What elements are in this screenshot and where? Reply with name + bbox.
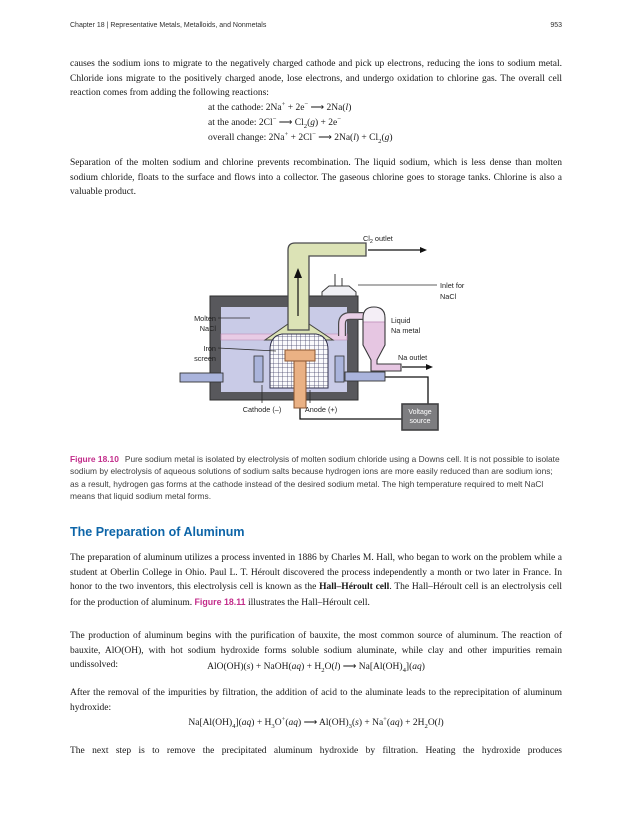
molten-nacl-label: Molten — [194, 314, 216, 323]
na-outlet-label: Na outlet — [398, 353, 428, 362]
chapter-title: Chapter 18 | Representative Metals, Metalloids, and Nonmetals — [70, 22, 267, 29]
anode-label: Anode (+) — [304, 405, 338, 414]
equation-reprecipitation: $Na[Al(OH)_4](aq) + H_3O^+(aq)$ ⟶ $Al(OH)_3(s) + Na^+(aq) + 2H_2O(l)$ — [188, 715, 444, 730]
equation-bauxite: AlO(OH)(s) + NaOH(aq) + $H_2O(l)$ ⟶ $Na[Al(OH)_4](aq)$ — [207, 662, 425, 674]
paragraph-next-step: The next step is to remove the precipitated aluminum hydroxide by filtration. Heating the hydroxide produces — [70, 746, 562, 756]
running-head — [70, 22, 562, 29]
inlet-label: Inlet for — [440, 281, 465, 290]
page-number: 953 — [550, 22, 562, 29]
equation-anode: at the anode: 2Cl− ⟶ $Cl_2(g) + 2e^-$ — [208, 116, 341, 131]
svg-text:Na metal: Na metal — [391, 326, 421, 335]
figure-link[interactable]: Figure 18.11 — [194, 596, 246, 607]
flange-right — [345, 372, 385, 381]
cathode-bar-left — [254, 356, 263, 382]
equation-cathode: at the cathode: 2Na+ + 2e− ⟶ 2Na(l) — [208, 100, 352, 113]
svg-text:screen: screen — [194, 354, 216, 363]
cathode-bar-right — [335, 356, 344, 382]
paragraph-separation: Separation of the molten sodium and chlorine prevents recombination. The liquid sodium, which is less dense than molten sodium chloride, floats to the surface and flows into a collector. The gaseous chlorine goes to storage tanks. Chlorine is also a valuable product. — [70, 158, 562, 197]
svg-text:NaCl: NaCl — [199, 324, 216, 333]
figure-caption: Figure 18.10 Pure sodium metal is isolated by electrolysis of molten sodium chloride using a Downs cell. It is not possible to isolate sodium by electrolysis of aqueous solutions of sodium salts because hydrogen ions are more easily reduced than are sodium ions; as a result, hydrogen gas forms at the cathode instead of the desired sodium metal. The high temperature required to melt NaCl means that liquid sodium metal forms. — [70, 454, 560, 502]
voltage-source — [402, 404, 438, 430]
nacl-inlet — [322, 274, 356, 296]
downs-cell-equations — [208, 101, 393, 147]
flange-left — [180, 373, 223, 382]
paragraph-bauxite: The production of aluminum begins with the purification of bauxite, the most common source of aluminum. The reaction of bauxite, AlO(OH), with hot sodium hydroxide forms soluble sodium aluminate, while clay and other impurities remain undissolved: — [70, 631, 562, 670]
equation-overall: overall change: 2Na+ + 2Cl− ⟶ $2Na(l) + Cl_2(g)$ — [208, 131, 393, 146]
paragraph-downs-intro: causes the sodium ions to migrate to the negatively charged cathode and pick up electrons, reducing the ions to sodium metal. Chloride ions migrate to the positively charged anode, lose electrons, and undergo oxidation to chlorine gas. The overall cell reaction comes from adding the following reactions: — [70, 59, 562, 98]
cl2-outlet-label: $Cl_2$ outlet — [363, 234, 393, 245]
iron-screen-label: Iron — [203, 344, 216, 353]
liquid-na-label: Liquid — [391, 316, 411, 325]
svg-text:Voltage: Voltage — [408, 409, 432, 416]
svg-text:NaCl: NaCl — [440, 292, 457, 301]
cl2-outlet-arrow — [368, 247, 427, 253]
downs-cell-diagram — [170, 228, 490, 443]
svg-text:source: source — [409, 418, 431, 425]
cathode-label: Cathode (–) — [242, 405, 282, 414]
paragraph-filtration: After the removal of the impurities by filtration, the addition of acid to the aluminate leads to the reprecipitation of aluminum hydroxide: — [70, 688, 562, 713]
na-outlet-arrow — [402, 364, 433, 370]
figure-label: Figure 18.10 — [70, 454, 119, 464]
cathode-wire — [382, 377, 428, 404]
section-heading: The Preparation of Aluminum — [70, 525, 245, 539]
paragraph-hall-heroult: The preparation of aluminum utilizes a process invented in 1886 by Charles M. Hall, who began to work on the problem while a student at Oberlin College in Ohio. Paul L. T. Héroult discovered the process independently a month or two later in France. In honor to the two inventors, this electrolysis cell is known as the Hall–Héroult cell. The Hall–Héroult cell is an electrolysis cell for the production of aluminum. Figure 18.11 illustrates the Hall–Héroult cell. — [70, 553, 562, 608]
